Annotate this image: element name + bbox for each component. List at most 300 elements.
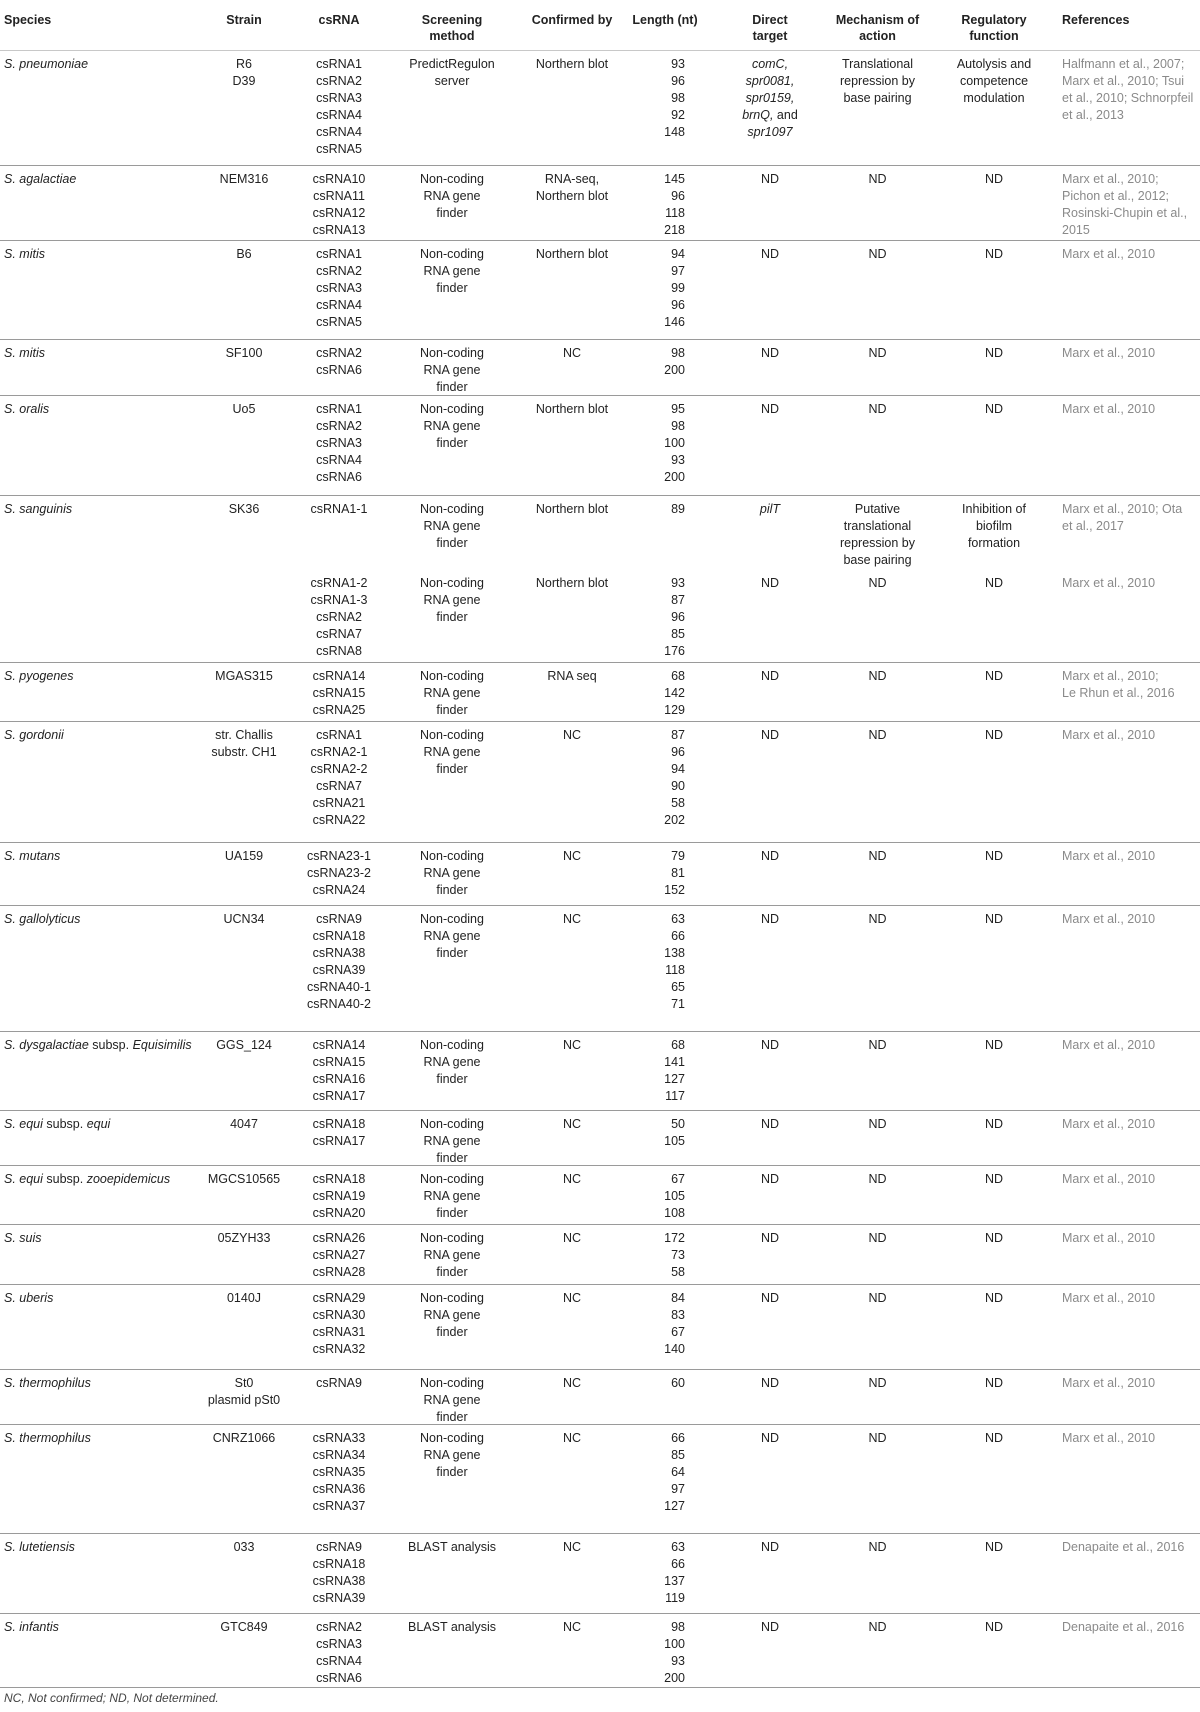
- csrna-line: csRNA13: [312, 223, 366, 237]
- length-line: 84: [671, 1291, 685, 1305]
- mechanism-cell: [820, 575, 935, 592]
- screening-line: Non-coding: [420, 1376, 484, 1390]
- refs-cell: [1062, 911, 1198, 928]
- screening-line: RNA gene: [423, 929, 481, 943]
- table-row: [0, 1285, 1200, 1370]
- refs-cell: [1062, 1171, 1198, 1188]
- mechanism-cell: [820, 911, 935, 928]
- screening-line: Non-coding: [420, 669, 484, 683]
- direct-target-line: ND: [760, 172, 780, 186]
- length-line: 108: [664, 1206, 685, 1220]
- function-cell: [935, 575, 1053, 592]
- csrna-line: csRNA10: [312, 172, 366, 186]
- screening-line: finder: [436, 1410, 468, 1424]
- length-line: 98: [671, 1620, 685, 1634]
- function-cell: [935, 56, 1053, 107]
- species-name: S. agalactiae: [4, 172, 77, 186]
- mechanism-line: ND: [868, 1431, 887, 1445]
- csrna-line: csRNA26: [312, 1231, 366, 1245]
- length-line: 83: [671, 1308, 685, 1322]
- screening-line: RNA gene: [423, 1248, 481, 1262]
- species-cell: [4, 345, 199, 362]
- refs-line: 2015: [1062, 223, 1090, 237]
- screening-cell: [390, 345, 514, 396]
- confirmed-line: NC: [562, 346, 582, 360]
- screening-line: RNA gene: [423, 593, 481, 607]
- length-cell: [630, 56, 685, 141]
- strain-cell: [200, 727, 288, 761]
- species-cell: [4, 911, 199, 928]
- strain-cell: [200, 1290, 288, 1307]
- target-cell: [720, 727, 820, 744]
- confirmed-line: Northern blot: [535, 57, 609, 71]
- target-cell: [720, 345, 820, 362]
- direct-target-line: pilT: [759, 502, 781, 516]
- screening-line: Non-coding: [420, 728, 484, 742]
- species-cell: [4, 56, 199, 73]
- csrna-line: csRNA4: [316, 125, 362, 139]
- screening-cell: [390, 171, 514, 222]
- species-cell: [4, 1037, 199, 1054]
- length-cell: [630, 171, 685, 239]
- refs-cell: [1062, 171, 1198, 239]
- length-line: 202: [664, 813, 685, 827]
- screening-line: Non-coding: [420, 1231, 484, 1245]
- length-cell: [630, 1539, 685, 1607]
- strain-line: substr. CH1: [211, 745, 277, 759]
- function-cell: [935, 246, 1053, 263]
- csrna-line: csRNA21: [312, 796, 366, 810]
- direct-target-line: spr0159,: [745, 91, 795, 105]
- species-name: S. oralis: [4, 402, 50, 416]
- screening-cell: [390, 848, 514, 899]
- function-line: ND: [984, 1117, 1004, 1131]
- mechanism-line: ND: [868, 1291, 887, 1305]
- screening-line: finder: [436, 1265, 468, 1279]
- length-line: 94: [671, 762, 685, 776]
- confirmed-cell: [514, 246, 630, 263]
- table-row: [0, 843, 1200, 906]
- species-cell: [4, 1116, 199, 1133]
- length-line: 71: [671, 997, 685, 1011]
- species-name: S. dysgalactiae subsp. Equisimilis: [4, 1038, 192, 1052]
- mechanism-line: repression by: [839, 536, 916, 550]
- header-screening-line: Screening: [421, 13, 483, 27]
- species-name: S. thermophilus: [4, 1376, 91, 1390]
- mechanism-cell: [820, 668, 935, 685]
- csrna-line: csRNA18: [312, 1557, 366, 1571]
- refs-line: Pichon et al., 2012;: [1062, 189, 1170, 203]
- confirmed-cell: [514, 345, 630, 362]
- screening-line: BLAST analysis: [407, 1620, 496, 1634]
- length-line: 67: [671, 1172, 685, 1186]
- species-cell: [4, 246, 199, 263]
- mechanism-cell: [820, 1230, 935, 1247]
- strain-line: GTC849: [220, 1620, 268, 1634]
- csrna-line: csRNA9: [316, 1376, 362, 1390]
- function-line: modulation: [963, 91, 1025, 105]
- csrna-line: csRNA18: [312, 929, 366, 943]
- confirmed-line: Northern blot: [535, 247, 609, 261]
- mechanism-line: ND: [868, 1038, 887, 1052]
- refs-line: Marx et al., 2010: [1062, 346, 1156, 360]
- target-cell: [720, 1619, 820, 1636]
- length-line: 85: [671, 627, 685, 641]
- length-line: 146: [664, 315, 685, 329]
- screening-line: finder: [436, 946, 468, 960]
- mechanism-cell: [820, 1375, 935, 1392]
- csrna-line: csRNA27: [312, 1248, 366, 1262]
- species-name: S. lutetiensis: [4, 1540, 75, 1554]
- refs-line: et al., 2017: [1062, 519, 1124, 533]
- confirmed-cell: [514, 575, 630, 592]
- mechanism-cell: [820, 1430, 935, 1447]
- mechanism-line: ND: [868, 402, 887, 416]
- strain-line: B6: [236, 247, 252, 261]
- function-line: ND: [984, 402, 1004, 416]
- target-cell: [720, 1375, 820, 1392]
- function-cell: [935, 1171, 1053, 1188]
- length-line: 60: [671, 1376, 685, 1390]
- length-cell: [630, 911, 685, 1013]
- mechanism-line: ND: [868, 849, 887, 863]
- csrna-line: csRNA2: [316, 346, 362, 360]
- csrna-line: csRNA1: [316, 57, 362, 71]
- screening-cell: [390, 501, 514, 552]
- length-cell: [630, 1171, 685, 1222]
- strain-line: str. Challis: [215, 728, 273, 742]
- length-line: 100: [664, 436, 685, 450]
- refs-line: Marx et al., 2010: [1062, 247, 1156, 261]
- species-name: S. equi subsp. zooepidemicus: [4, 1172, 171, 1186]
- screening-line: RNA gene: [423, 1393, 481, 1407]
- direct-target-line: ND: [760, 1376, 780, 1390]
- target-cell: [720, 1037, 820, 1054]
- screening-line: finder: [436, 1151, 468, 1165]
- function-cell: [935, 171, 1053, 188]
- target-cell: [720, 246, 820, 263]
- function-line: ND: [984, 912, 1004, 926]
- direct-target-line: brnQ, and: [742, 108, 798, 122]
- csrna-line: csRNA3: [316, 281, 362, 295]
- header-csrna-line: csRNA: [318, 13, 360, 27]
- screening-line: Non-coding: [420, 576, 484, 590]
- csrna-line: csRNA12: [312, 206, 366, 220]
- length-line: 97: [671, 1482, 685, 1496]
- csrna-line: csRNA6: [316, 1671, 362, 1685]
- csrna-line: csRNA20: [312, 1206, 366, 1220]
- refs-line: Halfmann et al., 2007;: [1062, 57, 1185, 71]
- refs-line: et al., 2013: [1062, 108, 1124, 122]
- refs-line: Marx et al., 2010: [1062, 849, 1156, 863]
- confirmed-cell: [514, 911, 630, 928]
- function-line: ND: [984, 346, 1004, 360]
- strain-line: MGCS10565: [207, 1172, 281, 1186]
- length-line: 89: [671, 502, 685, 516]
- refs-cell: [1062, 501, 1198, 535]
- length-cell: [630, 727, 685, 829]
- csrna-line: csRNA7: [316, 627, 362, 641]
- screening-line: server: [434, 74, 470, 88]
- table-row: [0, 1370, 1200, 1425]
- mechanism-cell: [820, 246, 935, 263]
- function-cell: [935, 401, 1053, 418]
- length-line: 99: [671, 281, 685, 295]
- species-name: S. pyogenes: [4, 669, 74, 683]
- confirmed-line: NC: [562, 1117, 582, 1131]
- csrna-cell: [290, 1619, 388, 1687]
- screening-line: RNA gene: [423, 419, 481, 433]
- csrna-cell: [290, 1037, 388, 1105]
- function-cell: [935, 1116, 1053, 1133]
- header-target: [720, 12, 820, 44]
- direct-target-line: ND: [760, 1117, 780, 1131]
- target-cell: [720, 1430, 820, 1447]
- mechanism-line: base pairing: [843, 91, 912, 105]
- csrna-line: csRNA40-2: [307, 997, 371, 1011]
- direct-target-line: spr0081,: [745, 74, 795, 88]
- function-line: ND: [984, 172, 1004, 186]
- screening-line: finder: [436, 536, 468, 550]
- screening-cell: [390, 668, 514, 719]
- csrna-line: csRNA4: [316, 453, 362, 467]
- length-line: 63: [671, 1540, 685, 1554]
- function-cell: [935, 1539, 1053, 1556]
- strain-cell: [200, 1430, 288, 1447]
- length-cell: [630, 575, 685, 660]
- csrna-line: csRNA19: [312, 1189, 366, 1203]
- table-row: [0, 241, 1200, 340]
- refs-line: Marx et al., 2010: [1062, 912, 1156, 926]
- screening-line: RNA gene: [423, 866, 481, 880]
- screening-line: RNA gene: [423, 519, 481, 533]
- confirmed-line: NC: [562, 1231, 582, 1245]
- csrna-cell: [290, 1290, 388, 1358]
- strain-line: R6: [236, 57, 252, 71]
- length-cell: [630, 246, 685, 331]
- csrna-line: csRNA2: [316, 610, 362, 624]
- direct-target-line: ND: [760, 1172, 780, 1186]
- confirmed-cell: [514, 171, 630, 205]
- direct-target-line: ND: [760, 247, 780, 261]
- length-line: 119: [665, 1591, 685, 1605]
- direct-target-line: ND: [760, 912, 780, 926]
- direct-target-line: ND: [760, 1620, 780, 1634]
- length-line: 66: [671, 929, 685, 943]
- target-cell: [720, 668, 820, 685]
- refs-line: Marx et al., 2010: [1062, 402, 1156, 416]
- mechanism-cell: [820, 1619, 935, 1636]
- length-line: 140: [664, 1342, 685, 1356]
- refs-line: Denapaite et al., 2016: [1062, 1620, 1185, 1634]
- strain-line: UCN34: [223, 912, 265, 926]
- length-line: 68: [671, 669, 685, 683]
- csrna-line: csRNA7: [316, 779, 362, 793]
- strain-cell: [200, 1230, 288, 1247]
- confirmed-cell: [514, 401, 630, 418]
- csrna-line: csRNA34: [312, 1448, 366, 1462]
- refs-line: Marx et al., 2010: [1062, 1431, 1156, 1445]
- confirmed-cell: [514, 727, 630, 744]
- length-cell: [630, 1290, 685, 1358]
- confirmed-line: Northern blot: [535, 189, 609, 203]
- csrna-line: csRNA2: [316, 419, 362, 433]
- table-row: [0, 1425, 1200, 1534]
- refs-cell: [1062, 1230, 1198, 1247]
- csrna-line: csRNA1-2: [310, 576, 368, 590]
- length-line: 97: [671, 264, 685, 278]
- csrna-line: csRNA38: [312, 1574, 366, 1588]
- header-csrna: [290, 12, 388, 28]
- screening-line: finder: [436, 281, 468, 295]
- strain-line: 4047: [230, 1117, 258, 1131]
- screening-line: RNA gene: [423, 745, 481, 759]
- direct-target-line: ND: [760, 402, 780, 416]
- length-cell: [630, 501, 685, 518]
- mechanism-line: ND: [868, 1540, 887, 1554]
- csrna-line: csRNA15: [312, 1055, 366, 1069]
- length-line: 98: [671, 346, 685, 360]
- function-line: ND: [984, 1540, 1004, 1554]
- csrna-line: csRNA17: [312, 1134, 366, 1148]
- direct-target-line: ND: [760, 576, 780, 590]
- csrna-line: csRNA1: [316, 247, 362, 261]
- csrna-line: csRNA2-2: [310, 762, 368, 776]
- csrna-line: csRNA1-1: [310, 502, 368, 516]
- screening-line: finder: [436, 206, 468, 220]
- length-line: 58: [671, 1265, 685, 1279]
- length-line: 93: [671, 453, 685, 467]
- confirmed-line: RNA seq: [547, 669, 597, 683]
- confirmed-cell: [514, 848, 630, 865]
- function-line: ND: [984, 1038, 1004, 1052]
- length-line: 141: [664, 1055, 685, 1069]
- length-line: 118: [665, 963, 685, 977]
- table-row: [0, 1614, 1200, 1688]
- confirmed-cell: [514, 1619, 630, 1636]
- length-line: 172: [664, 1231, 685, 1245]
- mechanism-line: ND: [868, 247, 887, 261]
- csrna-line: csRNA15: [312, 686, 366, 700]
- refs-cell: [1062, 1037, 1198, 1054]
- confirmed-line: RNA-seq,: [544, 172, 600, 186]
- screening-line: RNA gene: [423, 363, 481, 377]
- confirmed-line: NC: [562, 1620, 582, 1634]
- function-cell: [935, 1375, 1053, 1392]
- screening-line: Non-coding: [420, 1038, 484, 1052]
- refs-cell: [1062, 345, 1198, 362]
- csrna-line: csRNA2: [316, 264, 362, 278]
- mechanism-line: ND: [868, 728, 887, 742]
- target-cell: [720, 171, 820, 188]
- length-line: 87: [671, 593, 685, 607]
- screening-line: finder: [436, 1465, 468, 1479]
- function-cell: [935, 727, 1053, 744]
- table-row: [0, 1111, 1200, 1166]
- function-cell: [935, 345, 1053, 362]
- confirmed-line: NC: [562, 1172, 582, 1186]
- strain-line: UA159: [224, 849, 264, 863]
- csrna-line: csRNA14: [312, 1038, 366, 1052]
- csrna-line: csRNA18: [312, 1117, 366, 1131]
- refs-line: Marx et al., 2010: [1062, 728, 1156, 742]
- header-length-line: Length (nt): [632, 13, 698, 27]
- length-line: 96: [671, 610, 685, 624]
- table-row: [0, 1225, 1200, 1285]
- species-cell: [4, 668, 199, 685]
- header-length: [620, 12, 710, 28]
- csrna-line: csRNA18: [312, 1172, 366, 1186]
- header-function-line: function: [969, 29, 1019, 43]
- screening-line: finder: [436, 1206, 468, 1220]
- confirmed-cell: [514, 1171, 630, 1188]
- mechanism-line: ND: [868, 1172, 887, 1186]
- csrna-line: csRNA9: [316, 1540, 362, 1554]
- confirmed-line: NC: [562, 1291, 582, 1305]
- species-cell: [4, 1171, 199, 1188]
- confirmed-cell: [514, 1116, 630, 1133]
- strain-cell: [200, 345, 288, 362]
- csrna-line: csRNA17: [312, 1089, 366, 1103]
- confirmed-cell: [514, 1375, 630, 1392]
- species-cell: [4, 1290, 199, 1307]
- function-line: ND: [984, 1231, 1004, 1245]
- table-row: [0, 396, 1200, 496]
- length-cell: [630, 401, 685, 486]
- length-line: 98: [671, 91, 685, 105]
- strain-cell: [200, 1037, 288, 1054]
- screening-line: RNA gene: [423, 264, 481, 278]
- table-row: [0, 1032, 1200, 1111]
- length-line: 148: [664, 125, 685, 139]
- confirmed-line: Northern blot: [535, 502, 609, 516]
- strain-line: 0140J: [226, 1291, 262, 1305]
- csrna-line: csRNA2-1: [310, 745, 368, 759]
- screening-line: finder: [436, 883, 468, 897]
- length-line: 105: [664, 1134, 685, 1148]
- confirmed-line: NC: [562, 1376, 582, 1390]
- length-line: 95: [671, 402, 685, 416]
- species-cell: [4, 727, 199, 744]
- csrna-line: csRNA38: [312, 946, 366, 960]
- screening-line: RNA gene: [423, 1055, 481, 1069]
- csrna-cell: [290, 1171, 388, 1222]
- confirmed-cell: [514, 1037, 630, 1054]
- refs-line: Marx et al., 2010: [1062, 1038, 1156, 1052]
- header-function-line: Regulatory: [961, 13, 1027, 27]
- csrna-line: csRNA4: [316, 1654, 362, 1668]
- csrna-cell: [290, 1375, 388, 1392]
- mechanism-line: Putative: [854, 502, 901, 516]
- species-name: S. pneumoniae: [4, 57, 89, 71]
- screening-cell: [390, 575, 514, 626]
- csrna-line: csRNA1: [316, 402, 362, 416]
- header-target-line: target: [752, 29, 788, 43]
- csrna-line: csRNA6: [316, 363, 362, 377]
- screening-line: RNA gene: [423, 1134, 481, 1148]
- strain-cell: [200, 246, 288, 263]
- function-cell: [935, 1230, 1053, 1247]
- confirmed-line: NC: [562, 1540, 582, 1554]
- screening-line: Non-coding: [420, 1291, 484, 1305]
- function-line: ND: [984, 669, 1004, 683]
- target-cell: [720, 1290, 820, 1307]
- screening-line: RNA gene: [423, 1189, 481, 1203]
- length-line: 87: [671, 728, 685, 742]
- direct-target-line: ND: [760, 728, 780, 742]
- mechanism-line: ND: [868, 172, 887, 186]
- species-name: S. gordonii: [4, 728, 64, 742]
